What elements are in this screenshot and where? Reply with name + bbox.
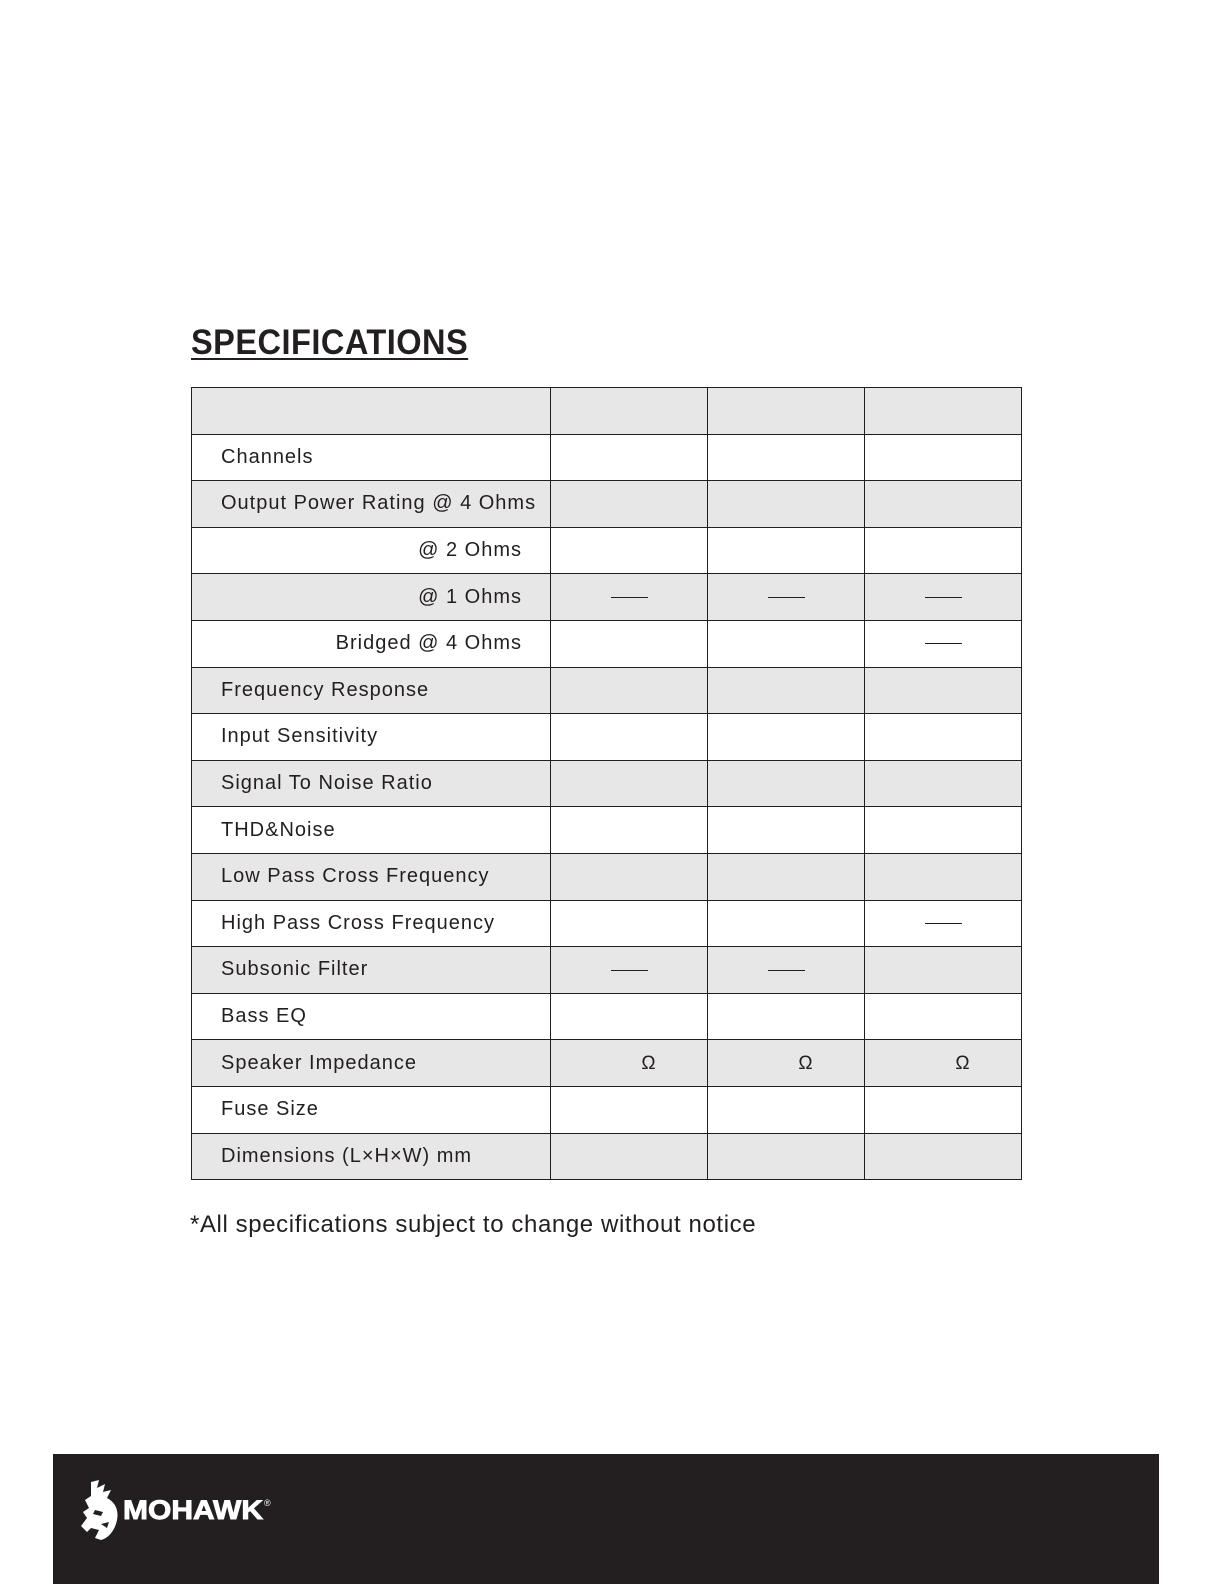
table-row [192,900,1022,947]
table-cell [551,853,708,900]
row-label: Output Power Rating @ 4 Ohms [192,481,551,528]
table-cell [865,807,1022,854]
table-cell [865,481,1022,528]
row-label: Frequency Response [192,667,551,714]
footer-bar [53,1454,1159,1584]
table-cell [551,900,708,947]
header-cell-model-3 [865,388,1022,435]
table-cell [551,574,708,621]
table-cell [865,760,1022,807]
table-row [192,667,1022,714]
table-cell [865,900,1022,947]
table-cell [865,853,1022,900]
table-cell [708,760,865,807]
row-label: Signal To Noise Ratio [192,760,551,807]
table-cell [865,527,1022,574]
ohm-symbol: Ω [798,1052,814,1074]
table-cell [865,574,1022,621]
mohawk-head-icon [81,1480,121,1542]
table-cell [551,760,708,807]
header-cell-model-1 [551,388,708,435]
table-cell [708,434,865,481]
table-row [192,947,1022,994]
table-cell [708,714,865,761]
table-cell [865,620,1022,667]
table-row [192,481,1022,528]
table-cell [551,1133,708,1180]
disclaimer-note: *All specifications subject to change without notice [190,1211,757,1238]
table-cell [708,853,865,900]
table-cell [865,667,1022,714]
table-cell [865,714,1022,761]
table-cell [551,620,708,667]
table-row [192,760,1022,807]
dash-icon [768,597,805,598]
table-row [192,1040,1022,1087]
table-row [192,574,1022,621]
table-cell [551,481,708,528]
dash-icon [925,643,962,644]
table-cell [551,667,708,714]
table-cell [708,574,865,621]
row-label: Bass EQ [192,993,551,1040]
table-cell [708,620,865,667]
table-row [192,527,1022,574]
table-cell [865,1133,1022,1180]
table-cell [551,527,708,574]
table-row [192,620,1022,667]
row-label: High Pass Cross Frequency [192,900,551,947]
table-cell [551,1086,708,1133]
table-row [192,1133,1022,1180]
table-cell [551,807,708,854]
table-cell [708,807,865,854]
row-label: @ 2 Ohms [192,527,551,574]
table-cell [551,1040,708,1087]
table-cell [551,993,708,1040]
row-label: Fuse Size [192,1086,551,1133]
row-label: Bridged @ 4 Ohms [192,620,551,667]
row-label: Subsonic Filter [192,947,551,994]
table-cell [708,993,865,1040]
table-cell [865,1040,1022,1087]
brand-name: MOHAWK [123,1495,263,1526]
row-label: Low Pass Cross Frequency [192,853,551,900]
table-header-row [192,388,1022,435]
ohm-symbol: Ω [641,1052,657,1074]
page-title: SPECIFICATIONS [191,323,469,362]
table-cell [708,527,865,574]
brand-logo [81,1480,271,1542]
table-cell [865,1086,1022,1133]
row-label: Dimensions (L×H×W) mm [192,1133,551,1180]
header-cell-model-2 [708,388,865,435]
table-row [192,853,1022,900]
table-row [192,807,1022,854]
table-cell [708,481,865,528]
row-label: THD&Noise [192,807,551,854]
dash-icon [925,923,962,924]
table-cell [865,434,1022,481]
table-cell [708,900,865,947]
dash-icon [611,597,648,598]
table-row [192,1086,1022,1133]
table-cell [708,947,865,994]
ohm-symbol: Ω [955,1052,971,1074]
specifications-table [191,387,1022,1180]
header-cell-label [192,388,551,435]
row-label: Speaker Impedance [192,1040,551,1087]
table-cell [865,947,1022,994]
table-cell [708,667,865,714]
dash-icon [611,970,648,971]
table-cell [708,1133,865,1180]
table-cell [708,1040,865,1087]
table-cell [865,993,1022,1040]
dash-icon [925,597,962,598]
table-cell [551,434,708,481]
table-row [192,993,1022,1040]
table-row [192,434,1022,481]
dash-icon [768,970,805,971]
table-cell [551,947,708,994]
row-label: @ 1 Ohms [192,574,551,621]
table-cell [551,714,708,761]
row-label: Channels [192,434,551,481]
registered-mark: ® [263,1498,271,1508]
table-row [192,714,1022,761]
row-label: Input Sensitivity [192,714,551,761]
table-cell [708,1086,865,1133]
